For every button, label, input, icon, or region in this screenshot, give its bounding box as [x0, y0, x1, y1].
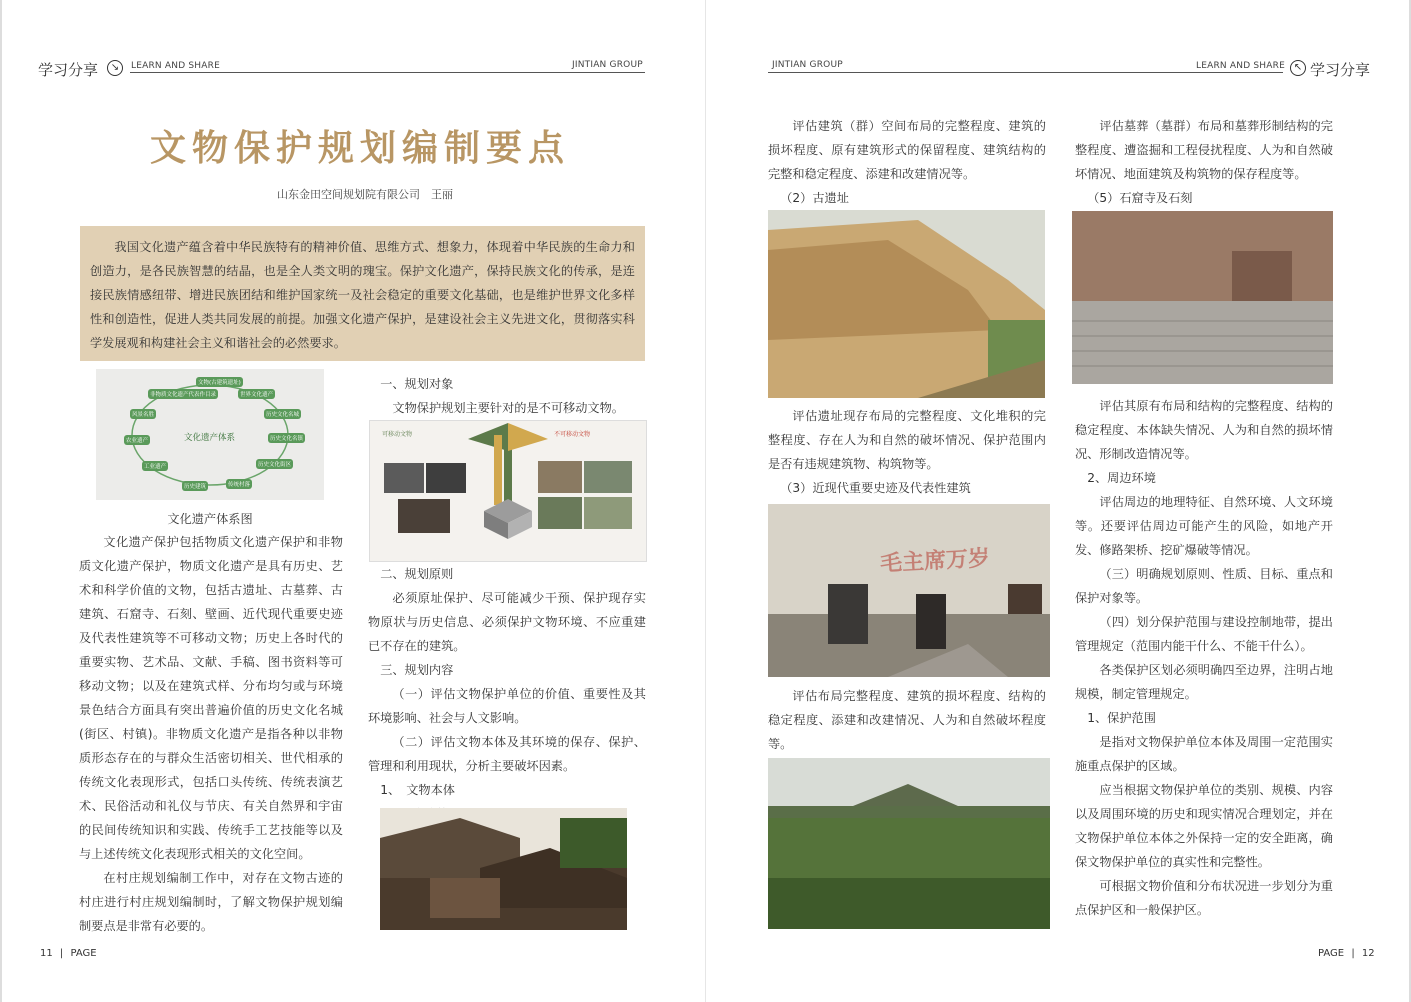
photo-bronze [426, 463, 466, 493]
left-footer: 11 | PAGE [40, 948, 97, 959]
right-header-group: JINTIAN GROUP [772, 60, 843, 70]
right-footer: PAGE | 12 [1318, 948, 1375, 959]
diagram-node: 历史文化街区 [256, 459, 293, 469]
paragraph: 评估建筑（群）空间布局的完整程度、建筑的损坏程度、原有建筑形式的保留程度、建筑结构的完整和稳定程度、添建和改建情况等。 [768, 119, 1046, 181]
article-author: 山东金田空间规划院有限公司 王丽 [277, 188, 453, 201]
page-number: 12 [1361, 948, 1375, 959]
page-label: PAGE [1318, 948, 1345, 959]
paragraph: 评估其原有布局和结构的完整程度、结构的稳定程度、本体缺失情况、人为和自然的损坏情况、形制改造情况等。 [1075, 399, 1333, 461]
paragraph: 可根据文物价值和分布状况进一步划分为重点保护区和一般保护区。 [1075, 879, 1333, 917]
diagram-node: 历史文化名城 [264, 409, 301, 419]
paragraph: 各类保护区划必须明确四至边界，注明占地规模，制定管理规定。 [1075, 663, 1333, 701]
left-header-en: LEARN AND SHARE [131, 61, 220, 71]
wall-slogan: 毛主席万岁 [879, 545, 991, 577]
photo-village [584, 461, 632, 493]
paragraph: 文物保护规划主要针对的是不可移动文物。 [392, 401, 624, 415]
photo-road [538, 497, 582, 529]
section-heading: （3）近现代重要史迹及代表性建筑 [780, 481, 971, 495]
paragraph: 评估墓葬（墓群）布局和墓葬形制结构的完整程度、遭盗掘和工程侵扰程度、人为和自然破坏情况、地面建筑及构筑物的保存程度等。 [1075, 119, 1333, 181]
diagram-node: 传统村落 [226, 479, 252, 489]
right-column-1b [768, 404, 1046, 500]
diagram-caption: 文化遗产体系图 [167, 512, 253, 526]
heritage-diagram [96, 369, 324, 500]
section-heading: 二、规划原则 [380, 567, 454, 581]
movable-label: 可移动文物 [382, 431, 413, 438]
diagram-node: 历史文化名镇 [268, 433, 305, 443]
section-heading: 2、周边环境 [1087, 471, 1156, 485]
right-column-1 [768, 114, 1046, 210]
photo-pottery [384, 463, 424, 493]
right-header-rule [768, 72, 1283, 73]
diagram-node: 文物(古建筑遗址) [196, 377, 243, 387]
section-heading: （2）古遗址 [780, 191, 849, 205]
photo-ruins [538, 461, 582, 493]
left-header-group: JINTIAN GROUP [572, 60, 643, 70]
diagram-node: 工业遗产 [142, 461, 168, 471]
paragraph: （三）明确规划原则、性质、目标、重点和保护对象等。 [1075, 567, 1333, 605]
diagram-node: 非物质文化遗产代表作目录 [148, 389, 218, 399]
page-spine [705, 0, 706, 1002]
immovable-label: 不可移动文物 [554, 431, 591, 438]
left-column-2b [368, 562, 646, 826]
left-header-zh: 学习分享 [38, 61, 99, 79]
diagram-node: 历史建筑 [182, 481, 208, 491]
photo-grotto-temple [1072, 211, 1333, 384]
article-title: 文物保护规划编制要点 [149, 127, 570, 169]
section-heading: （5）石窟寺及石刻 [1087, 191, 1193, 205]
diagram-node: 世界文化遗产 [238, 389, 275, 399]
paragraph: （四）划分保护范围与建设控制地带，提出管理规定（范围内能干什么、不能干什么）。 [1075, 615, 1333, 653]
col1-paragraph: 在村庄规划编制工作中，对存在文物古迹的村庄进行村庄规划编制时，了解文物保护规划编制要点是非常有必要的。 [79, 871, 343, 933]
page-number: 11 [40, 948, 53, 959]
paragraph: 评估周边的地理特征、自然环境、人文环境等。还要评估周边可能产生的风险，如地产开发、修路架桥、挖矿爆破等情况。 [1075, 495, 1333, 557]
section-heading: 1、 文物本体 [380, 783, 455, 797]
photo-field [584, 497, 632, 529]
cultural-relics-figure [369, 420, 647, 562]
paragraph: 评估布局完整程度、建筑的损坏程度、结构的稳定程度、添建和改建情况、人为和自然破坏程度等。 [768, 689, 1046, 751]
photo-historic-building [768, 504, 1050, 677]
page-label: PAGE [70, 948, 97, 959]
left-header-rule [130, 72, 645, 73]
paragraph: 评估遗址现存布局的完整程度、文化堆积的完整程度、存在人为和自然的破坏情况、保护范围内是否有违规建筑物、构筑物等。 [768, 409, 1046, 471]
left-column-2 [368, 372, 646, 420]
right-header-zh: 学习分享 [1310, 61, 1371, 79]
paragraph: 必须原址保护、尽可能减少干预、保护现存实物原状与历史信息、必须保护文物环境、不应重建已不存在的建筑。 [368, 591, 646, 653]
diagram-node: 农业遗产 [124, 435, 150, 445]
left-column-1 [79, 530, 343, 938]
paragraph: 应当根据文物保护单位的类别、规模、内容以及周围环境的历史和现实情况合理划定，并在文物保护单位本体之外保持一定的安全距离，确保文物保护单位的真实性和完整性。 [1075, 783, 1333, 869]
abstract-box: 我国文化遗产蕴含着中华民族特有的精神价值、思维方式、想象力，体现着中华民族的生命力和创造力，是各民族智慧的结晶，也是全人类文明的瑰宝。保护文化遗产，保持民族文化的传承，是连接民族情感纽带、增进民族团结和维护国家统一及社会稳定的重要文化基础，也是维护世界文化多样性和创造性，促进人类共同发展的前提。加强文化遗产保护，是建设社会主义先进文化，贯彻落实科学发展观和构建社会主义和谐社会的必然要求。 [80, 226, 645, 361]
diagram-node: 风景名胜 [130, 409, 156, 419]
arrow-down-right-icon: ↘ [107, 60, 123, 76]
photo-ancient-tomb [768, 758, 1050, 929]
right-header-en: LEARN AND SHARE [1196, 61, 1285, 71]
arrow-up-left-icon: ↖ [1290, 60, 1306, 76]
section-heading: 1、保护范围 [1087, 711, 1156, 725]
diagram-center-label: 文化遗产体系 [184, 433, 236, 443]
photo-ancient-building [380, 808, 627, 930]
paragraph: 是指对文物保护单位本体及周围一定范围实施重点保护的区域。 [1075, 735, 1333, 773]
photo-display [398, 499, 450, 533]
col1-paragraph: 文化遗产保护包括物质文化遗产保护和非物质文化遗产保护，物质文化遗产是具有历史、艺术和科学价值的文物，包括古遗址、古墓葬、古建筑、石窟寺、石刻、壁画、近代现代重要史迹及代表性建筑等不可移动文物；历史上各时代的重要实物、艺术品、文献、手稿、图书资料等可移动文物；以及在建筑式样、分布均匀或与环境景色结合方面具有突出普遍价值的历史文化名城(街区、村镇)。非物质文化遗产是指各种以非物质形态存在的与群众生活密切相关、世代相承的传统文化表现形式，包括口头传统、传统表演艺术、民俗活动和礼仪与节庆、有关自然界和宇宙的民间传统知识和实践、传统手工艺技能等以及与上述传统文化表现形式相关的文化空间。 [79, 535, 343, 861]
section-heading: 一、规划对象 [380, 377, 454, 391]
photo-ancient-site [768, 210, 1045, 398]
section-heading: 三、规划内容 [380, 663, 454, 677]
right-column-2b [1075, 394, 1333, 922]
right-column-2 [1075, 114, 1333, 210]
paragraph: （一）评估文物保护单位的价值、重要性及其环境影响、社会与人文影响。 [368, 687, 646, 725]
paragraph: （二）评估文物本体及其环境的保存、保护、管理和利用现状，分析主要破坏因素。 [368, 735, 646, 773]
